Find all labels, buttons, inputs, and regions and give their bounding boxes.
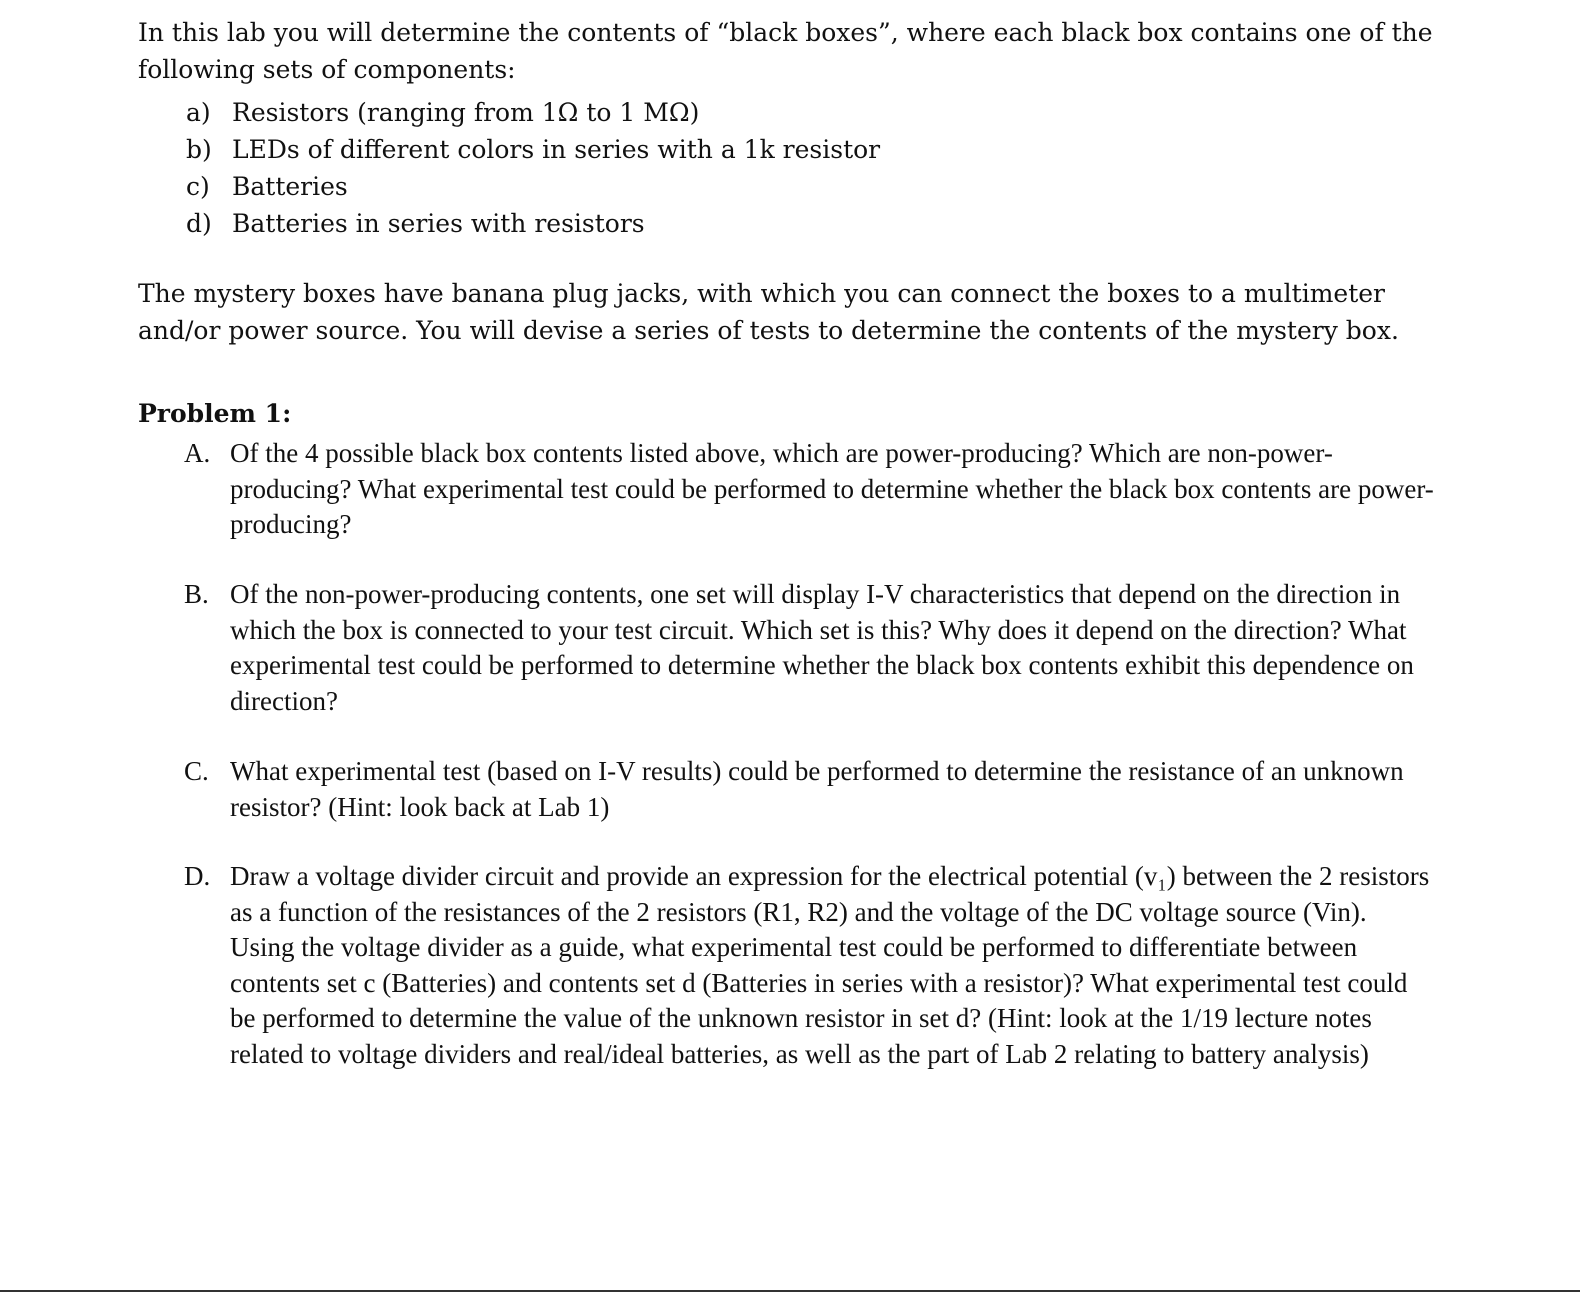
list-item-text: LEDs of different colors in series with a 1k resistor [232, 135, 881, 164]
problem-heading: Problem 1: [138, 399, 292, 428]
list-item [186, 131, 880, 168]
list-item [186, 168, 880, 205]
question-letter: C. [184, 756, 209, 786]
list-item [186, 205, 880, 242]
question-c [184, 754, 1434, 825]
list-item-letter: d) [186, 209, 212, 238]
list-item-letter: a) [186, 98, 211, 127]
question-a [184, 436, 1434, 543]
question-letter: A. [184, 438, 211, 468]
list-item-text: Resistors (ranging from 1Ω to 1 MΩ) [232, 98, 700, 127]
list-item-text: Batteries [232, 172, 348, 201]
question-letter: D. [184, 861, 211, 891]
question-b [184, 577, 1434, 719]
question-text: Draw a voltage divider circuit and provide an expression for the electrical potential (v₁) between the 2 resistors as a function of the resistances of the 2 resistors (R1, R2) and the voltage of the DC voltage source (Vin). Using the voltage divider as a guide, what experimental test could be performed to differentiate between contents set c (Batteries) and contents set d (Batteries in series with a resistor)? What experimental test could be performed to determine the value of the unknown resistor in set d? (Hint: look at the 1/19 lecture notes related to voltage dividers and real/ideal batteries, as well as the part of Lab 2 relating to battery analysis) [230, 861, 1430, 1069]
list-item-letter: b) [186, 135, 212, 164]
list-item [186, 94, 880, 131]
question-letter: B. [184, 579, 209, 609]
question-text: What experimental test (based on I-V results) could be performed to determine the resistance of an unknown resistor? (Hint: look back at Lab 1) [230, 756, 1404, 822]
intro-paragraph: In this lab you will determine the contents of “black boxes”, where each black box contains one of the following sets of components: [138, 18, 1433, 84]
mystery-paragraph: The mystery boxes have banana plug jacks, with which you can connect the boxes to a multimeter and/or power source. You will devise a series of tests to determine the contents of the mystery box. [138, 279, 1399, 345]
question-text: Of the non-power-producing contents, one set will display I-V characteristics that depend on the direction in which the box is connected to your test circuit. Which set is this? Why does it depend on the direction? What experimental test could be performed to determine whether the black box contents exhibit this dependence on direction? [230, 579, 1414, 716]
question-d [184, 859, 1434, 1072]
list-item-letter: c) [186, 172, 210, 201]
list-item-text: Batteries in series with resistors [232, 209, 645, 238]
page-bottom-divider [0, 1290, 1580, 1292]
question-text: Of the 4 possible black box contents listed above, which are power-producing? Which are non-power-producing? What experimental test could be performed to determine whether the black box contents are power-producing? [230, 438, 1434, 539]
components-list [186, 94, 880, 242]
